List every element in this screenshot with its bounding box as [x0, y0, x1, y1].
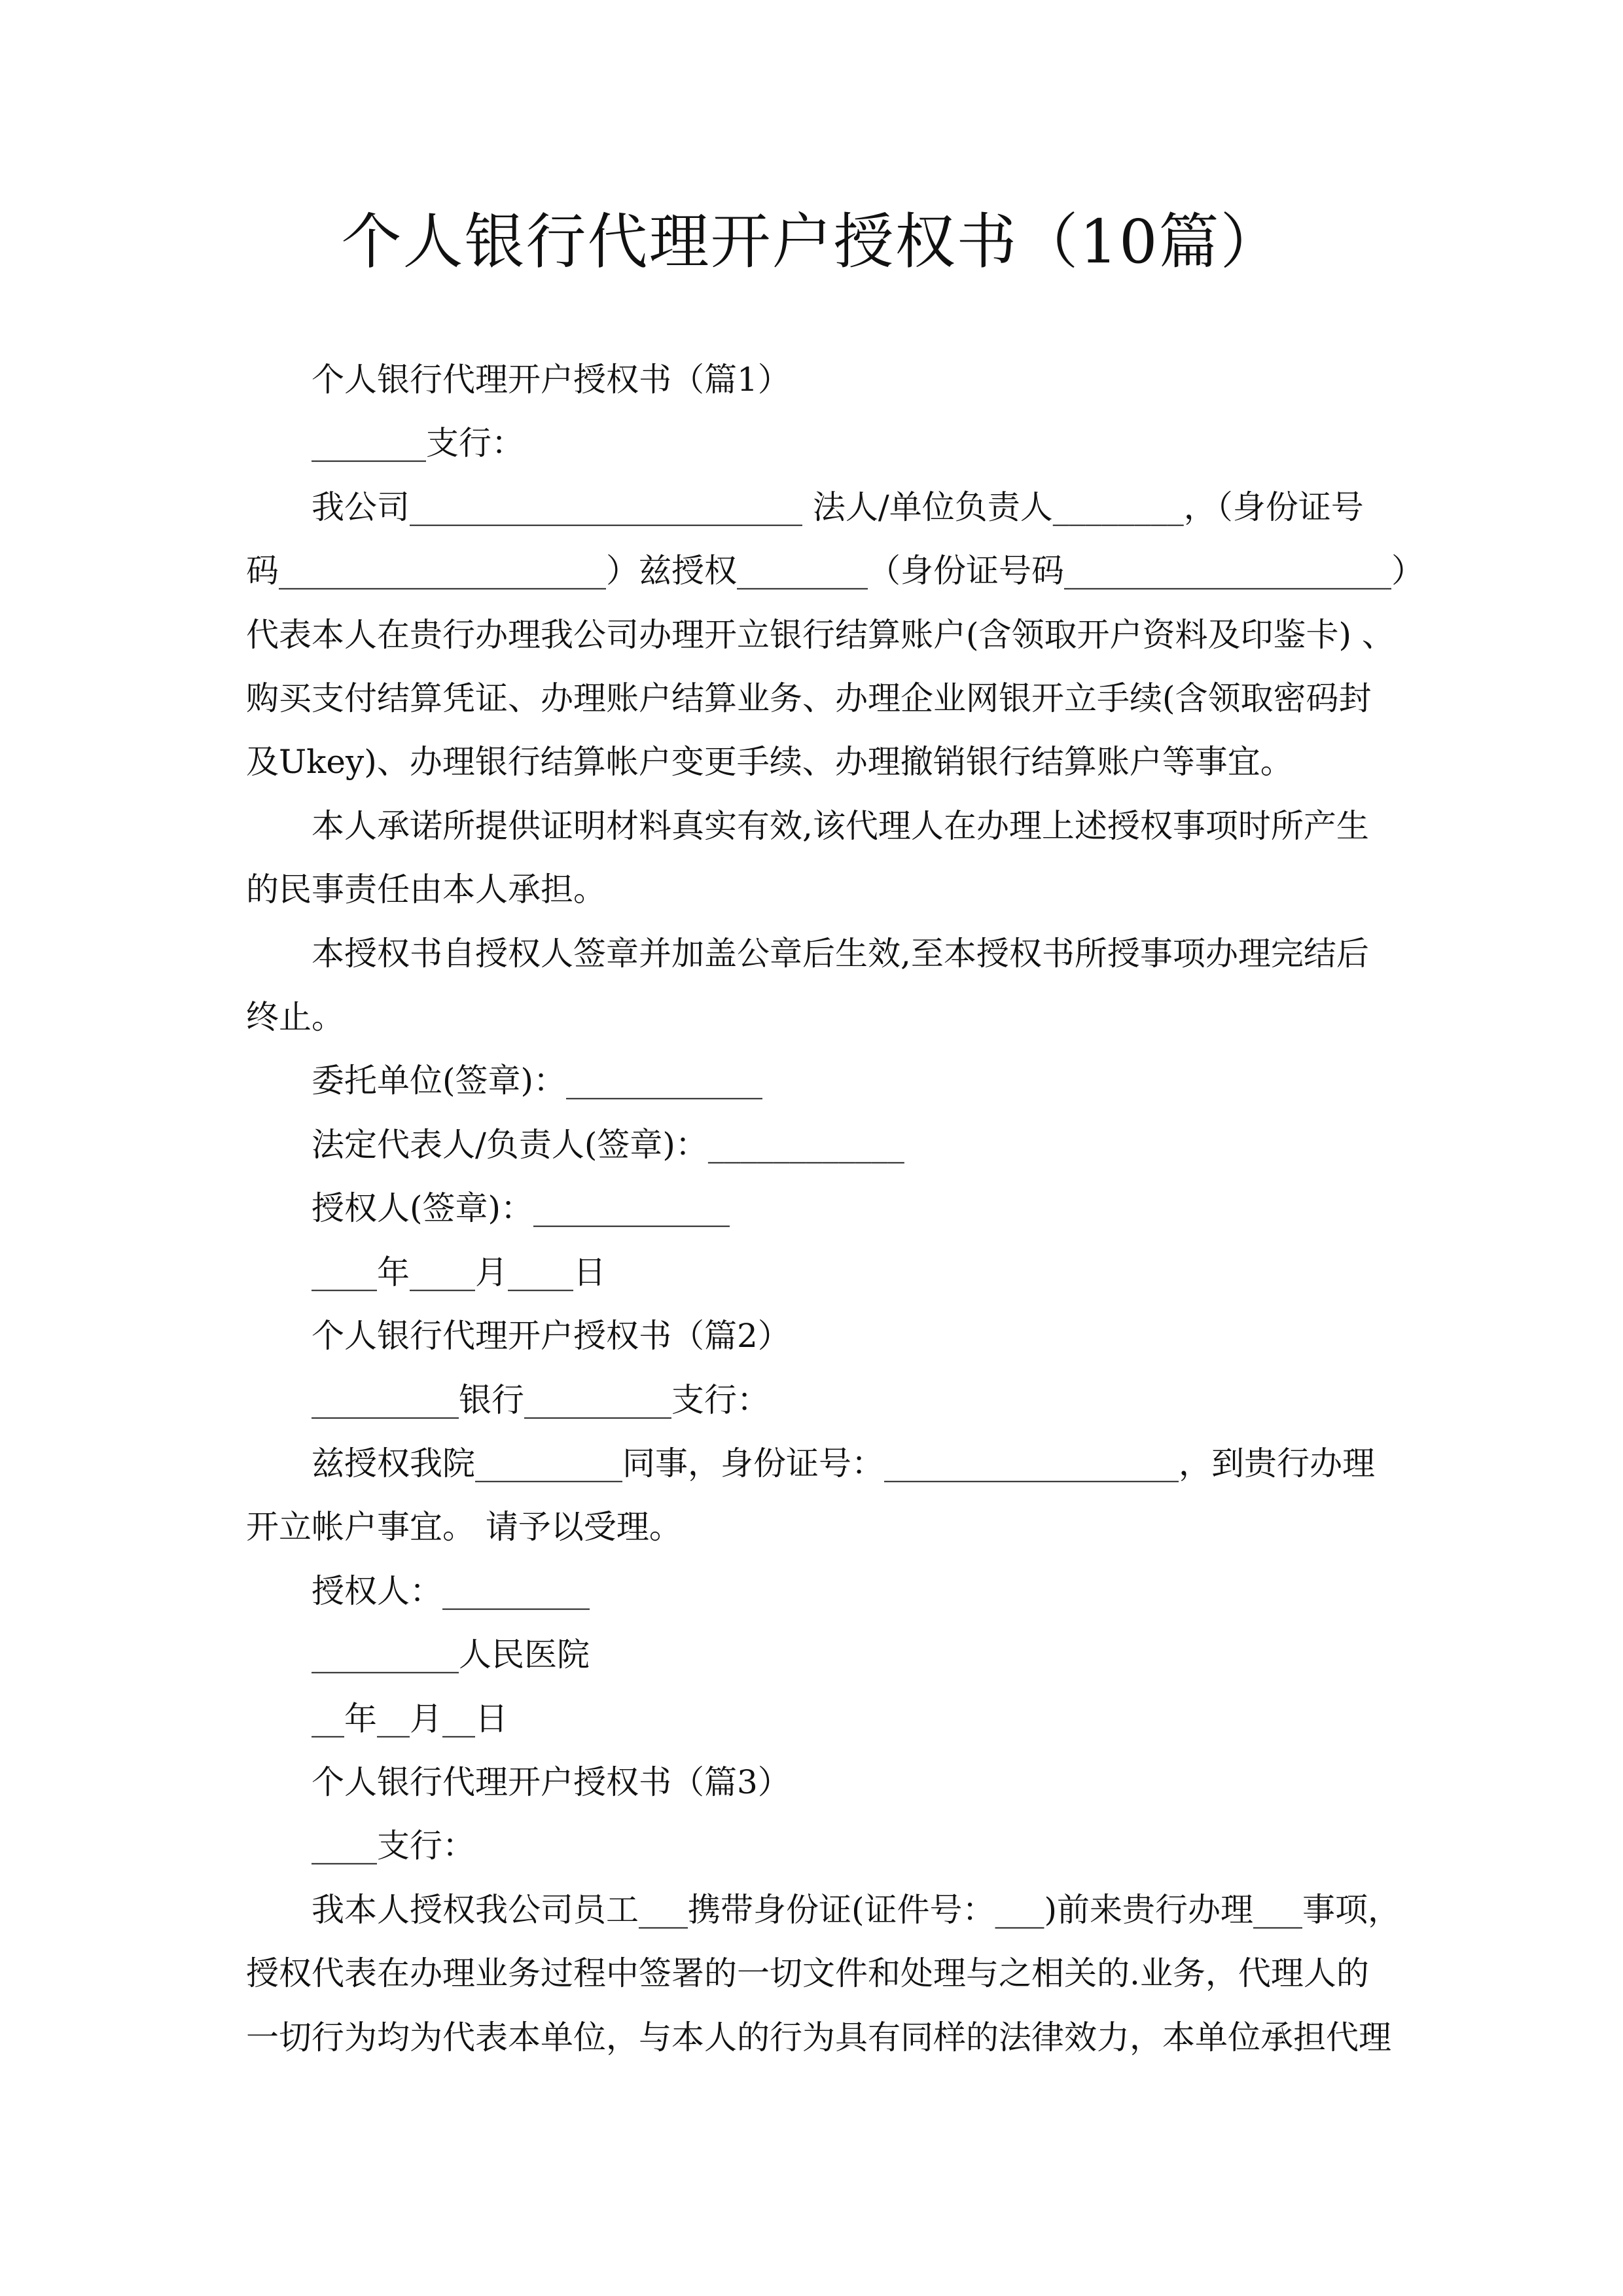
section-heading-3: 个人银行代理开户授权书（篇3） — [312, 1763, 791, 1801]
date-line: ____年____月____日 — [312, 1253, 606, 1291]
section-heading-1: 个人银行代理开户授权书（篇1） — [312, 361, 791, 399]
paragraph-line: 一切行为均为代表本单位，与本人的行为具有同样的法律效力，本单位承担代理 — [246, 2018, 1391, 2056]
paragraph-line: 购买支付结算凭证、办理账户结算业务、办理企业网银开立手续(含领取密码封 — [246, 679, 1372, 718]
paragraph-line: 本人承诺所提供证明材料真实有效,该代理人在办理上述授权事项时所产生 — [312, 806, 1369, 845]
document-title: 个人银行代理开户授权书（10篇） — [341, 207, 1282, 277]
section-heading-2: 个人银行代理开户授权书（篇2） — [312, 1317, 791, 1355]
paragraph-line: 我公司________________________ 法人/单位负责人________，（身份证号 — [312, 488, 1364, 526]
paragraph-line: 及Ukey)、办理银行结算帐户变更手续、办理撤销银行结算账户等事宜。 — [246, 743, 1293, 781]
paragraph-line: 终止。 — [246, 998, 344, 1037]
paragraph-line: 本授权书自授权人签章并加盖公章后生效,至本授权书所授事项办理完结后 — [312, 934, 1369, 973]
paragraph-line: 代表本人在贵行办理我公司办理开立银行结算账户(含领取开户资料及印鉴卡) 、 — [246, 615, 1395, 654]
paragraph-line: 兹授权我院_________同事，身份证号：__________________，到贵行办理 — [312, 1444, 1375, 1482]
addressee-line: _______支行： — [312, 424, 524, 463]
signature-line: 授权人：_________ — [312, 1571, 590, 1610]
signature-line: 法定代表人/负责人(签章)：____________ — [312, 1125, 904, 1164]
paragraph-line: 码____________________）兹授权________（身份证号码____________________） — [246, 552, 1424, 590]
paragraph-line: 我本人授权我公司员工___携带身份证(证件号：___)前来贵行办理___事项， — [312, 1890, 1401, 1929]
signature-line: _________人民医院 — [312, 1636, 590, 1674]
addressee-line: ____支行： — [312, 1827, 475, 1865]
paragraph-line: 开立帐户事宜。 请予以受理。 — [246, 1508, 682, 1547]
signature-line: 委托单位(签章)：____________ — [312, 1062, 763, 1100]
signature-line: 授权人(签章)：____________ — [312, 1189, 730, 1228]
date-line: __年__月__日 — [312, 1699, 508, 1738]
addressee-line: _________银行_________支行： — [312, 1380, 770, 1419]
paragraph-line: 的民事责任由本人承担。 — [246, 870, 606, 909]
paragraph-line: 授权代表在办理业务过程中签署的一切文件和处理与之相关的.业务，代理人的 — [246, 1954, 1369, 1993]
document-body — [246, 348, 1424, 2070]
